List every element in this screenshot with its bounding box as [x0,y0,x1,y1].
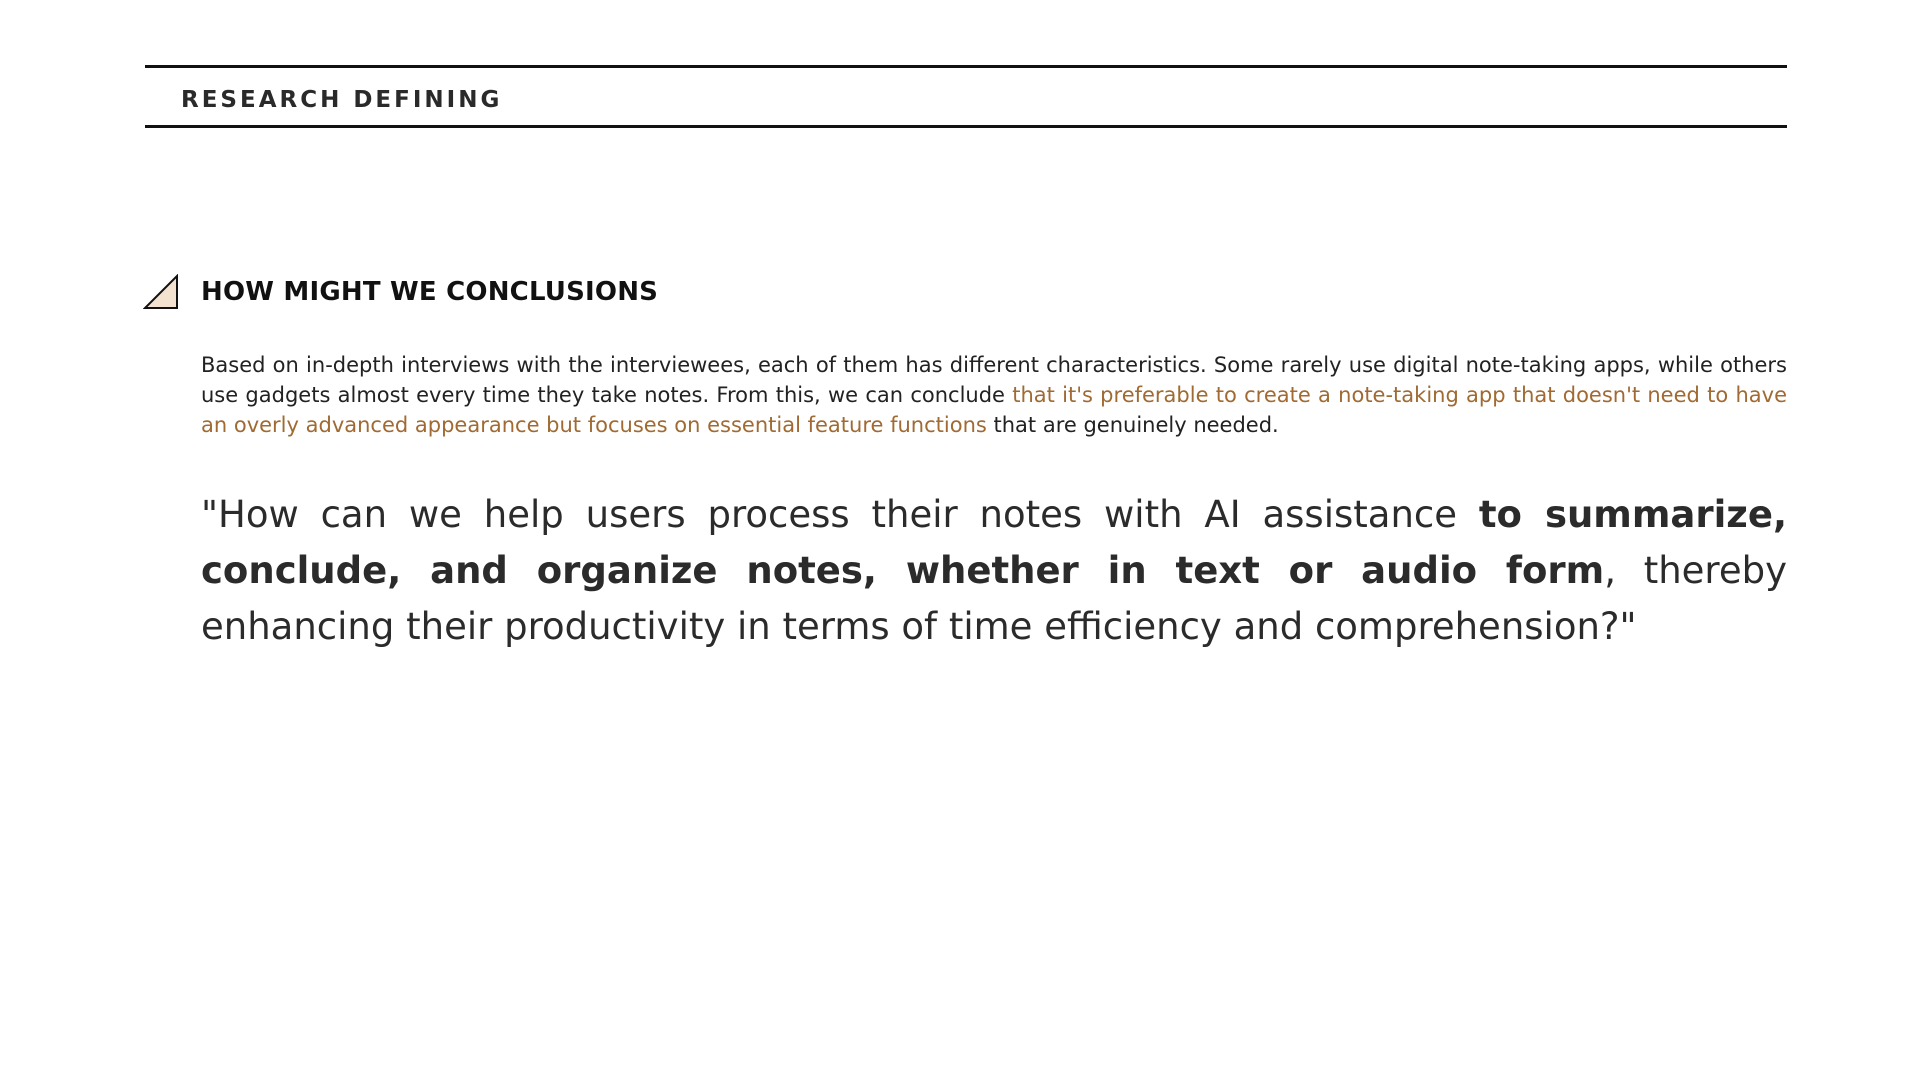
section-heading-row [143,272,658,312]
paragraph-text-before: Based on in-depth interviews with the interviewees, each of them has different characteristics. Some rarely use digital note-taking apps, while others use gadgets almost every time they take notes. From this, we can conclude [201,353,1787,407]
paragraph-highlight: that it's preferable to create a note-taking app that doesn't need to have an overly advanced appearance but focuses on essential feature functions [201,383,1787,437]
question-bold: to summarize, conclude, and organize notes, whether in text or audio form [201,493,1787,592]
paragraph-text-after: that are genuinely needed. [986,413,1279,437]
question-part-2: , thereby enhancing their productivity in terms of time efficiency and comprehension?" [201,549,1787,648]
triangle-corner-icon [143,274,179,310]
header-band [145,65,1787,128]
page-section-title: RESEARCH DEFINING [181,87,503,113]
section-heading: HOW MIGHT WE CONCLUSIONS [201,277,659,307]
question-part-1: "How can we help users process their notes with AI assistance [201,493,1479,536]
conclusion-paragraph [201,350,1787,440]
hmw-question [201,487,1787,655]
